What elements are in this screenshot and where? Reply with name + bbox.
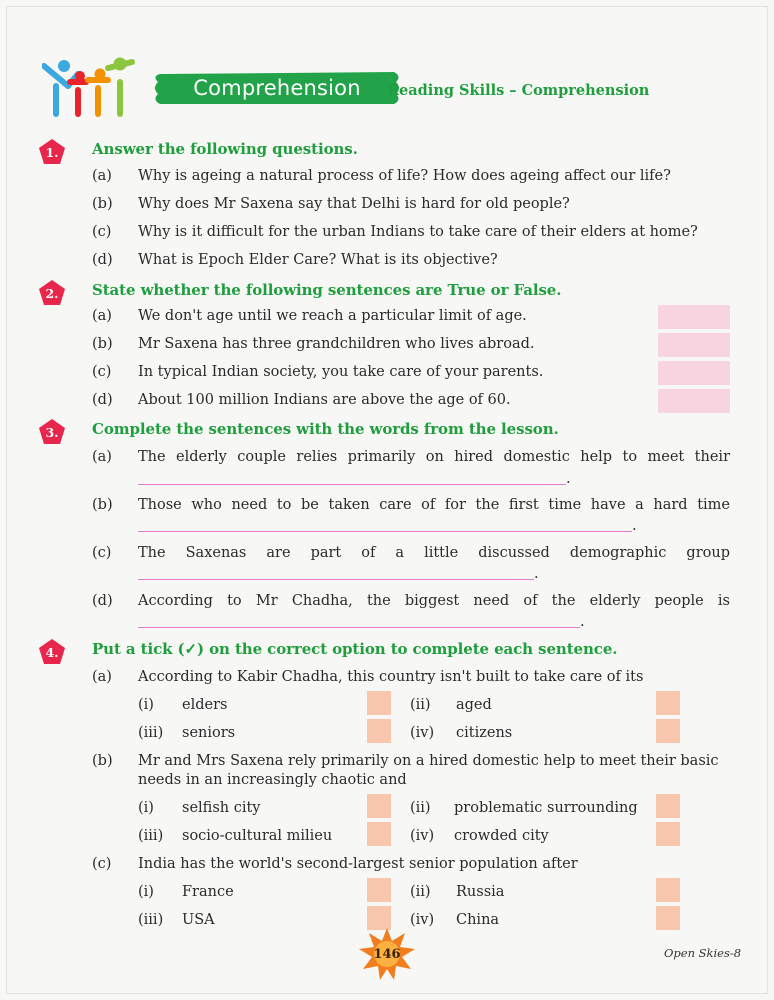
option-text: elders [182,697,228,713]
sentence-text: The Saxenas are part of a little discussed demographic group [138,545,730,561]
option-number: (i) [138,800,154,816]
sentence-text: According to Mr Chadha, the biggest need of the elderly people is [138,593,730,609]
option-text: citizens [456,725,513,741]
option-text: USA [182,912,215,928]
statement-text: In typical Indian society, you take care of your parents. [138,364,544,380]
option-text: seniors [182,725,236,741]
sentence-text-continued: needs in an increasingly chaotic and [138,772,407,788]
true-false-answer-box[interactable] [658,333,730,357]
banner-label: Comprehension [193,76,361,100]
question-badge-2 [38,279,66,307]
option-text: selfish city [182,800,261,816]
item-label: (b) [92,336,113,352]
option-text: aged [456,697,492,713]
item-label: (b) [92,753,113,769]
true-false-answer-box[interactable] [658,305,730,329]
question-text: Why is ageing a natural process of life? How does ageing affect our life? [138,168,671,184]
sentence-text: India has the world's second-largest senior population after [138,856,578,872]
option-number: (ii) [410,697,431,713]
option-tick-box[interactable] [367,822,391,846]
option-number: (iii) [138,725,164,741]
option-tick-box[interactable] [656,719,680,743]
item-label: (a) [92,308,112,324]
item-label: (a) [92,669,112,685]
section-subtitle: Reading Skills – Comprehension [387,82,650,99]
question-2-title: State whether the following sentences are True or False. [92,281,562,299]
option-text: Russia [456,884,505,900]
question-number: 2. [45,285,59,301]
option-number: (ii) [410,800,431,816]
option-tick-box[interactable] [656,878,680,902]
sentence-text: Those who need to be taken care of for the first time have a hard time [138,497,730,513]
book-title: Open Skies-8 [664,946,742,960]
option-number: (iii) [138,912,164,928]
page-number: 146 [373,946,401,962]
option-text: socio-cultural milieu [182,828,333,844]
true-false-answer-box[interactable] [658,389,730,413]
option-tick-box[interactable] [656,794,680,818]
answer-blank-line[interactable] [138,484,566,485]
sentence-end: . [534,566,539,582]
option-tick-box[interactable] [367,719,391,743]
question-number: 3. [45,424,59,440]
answer-blank-line[interactable] [138,627,580,628]
item-label: (c) [92,545,112,561]
statement-text: About 100 million Indians are above the age of 60. [138,392,511,408]
item-label: (b) [92,497,113,513]
option-number: (iv) [410,912,435,928]
question-4-title: Put a tick (✓) on the correct option to complete each sentence. [92,640,618,658]
option-number: (i) [138,884,154,900]
option-tick-box[interactable] [367,878,391,902]
answer-blank-line[interactable] [138,531,632,532]
question-text: Why does Mr Saxena say that Delhi is hard for old people? [138,196,570,212]
answer-blank-line[interactable] [138,579,534,580]
option-tick-box[interactable] [367,691,391,715]
question-text: Why is it difficult for the urban Indians to take care of their elders at home? [138,224,698,240]
item-label: (b) [92,196,113,212]
question-3-title: Complete the sentences with the words from the lesson. [92,420,559,438]
option-text: crowded city [454,828,549,844]
sentence-end: . [566,471,571,487]
option-text: China [456,912,500,928]
item-label: (c) [92,364,112,380]
option-number: (iv) [410,828,435,844]
question-text: What is Epoch Elder Care? What is its objective? [138,252,498,268]
item-label: (d) [92,593,113,609]
sentence-text: According to Kabir Chadha, this country isn't built to take care of its [138,669,644,685]
question-badge-1 [38,138,66,166]
sentence-end: . [580,614,585,630]
option-tick-box[interactable] [656,822,680,846]
question-badge-3 [38,418,66,446]
item-label: (d) [92,252,113,268]
sentence-text: Mr and Mrs Saxena rely primarily on a hired domestic help to meet their basic [138,753,719,769]
true-false-answer-box[interactable] [658,361,730,385]
option-tick-box[interactable] [367,794,391,818]
option-number: (ii) [410,884,431,900]
question-badge-4 [38,638,66,666]
statement-text: We don't age until we reach a particular limit of age. [138,308,527,324]
option-text: France [182,884,234,900]
item-label: (d) [92,392,113,408]
option-number: (i) [138,697,154,713]
option-tick-box[interactable] [656,691,680,715]
question-number: 1. [45,144,59,160]
option-number: (iii) [138,828,164,844]
statement-text: Mr Saxena has three grandchildren who lives abroad. [138,336,535,352]
item-label: (a) [92,168,112,184]
option-text: problematic surrounding [454,800,638,816]
question-number: 4. [45,644,59,660]
item-label: (c) [92,224,112,240]
question-1-title: Answer the following questions. [92,140,358,158]
item-label: (a) [92,449,112,465]
option-tick-box[interactable] [656,906,680,930]
sentence-end: . [632,518,637,534]
people-group-icon [42,52,142,118]
sentence-text: The elderly couple relies primarily on hired domestic help to meet their [138,449,730,465]
page-header [42,52,682,122]
item-label: (c) [92,856,112,872]
option-number: (iv) [410,725,435,741]
